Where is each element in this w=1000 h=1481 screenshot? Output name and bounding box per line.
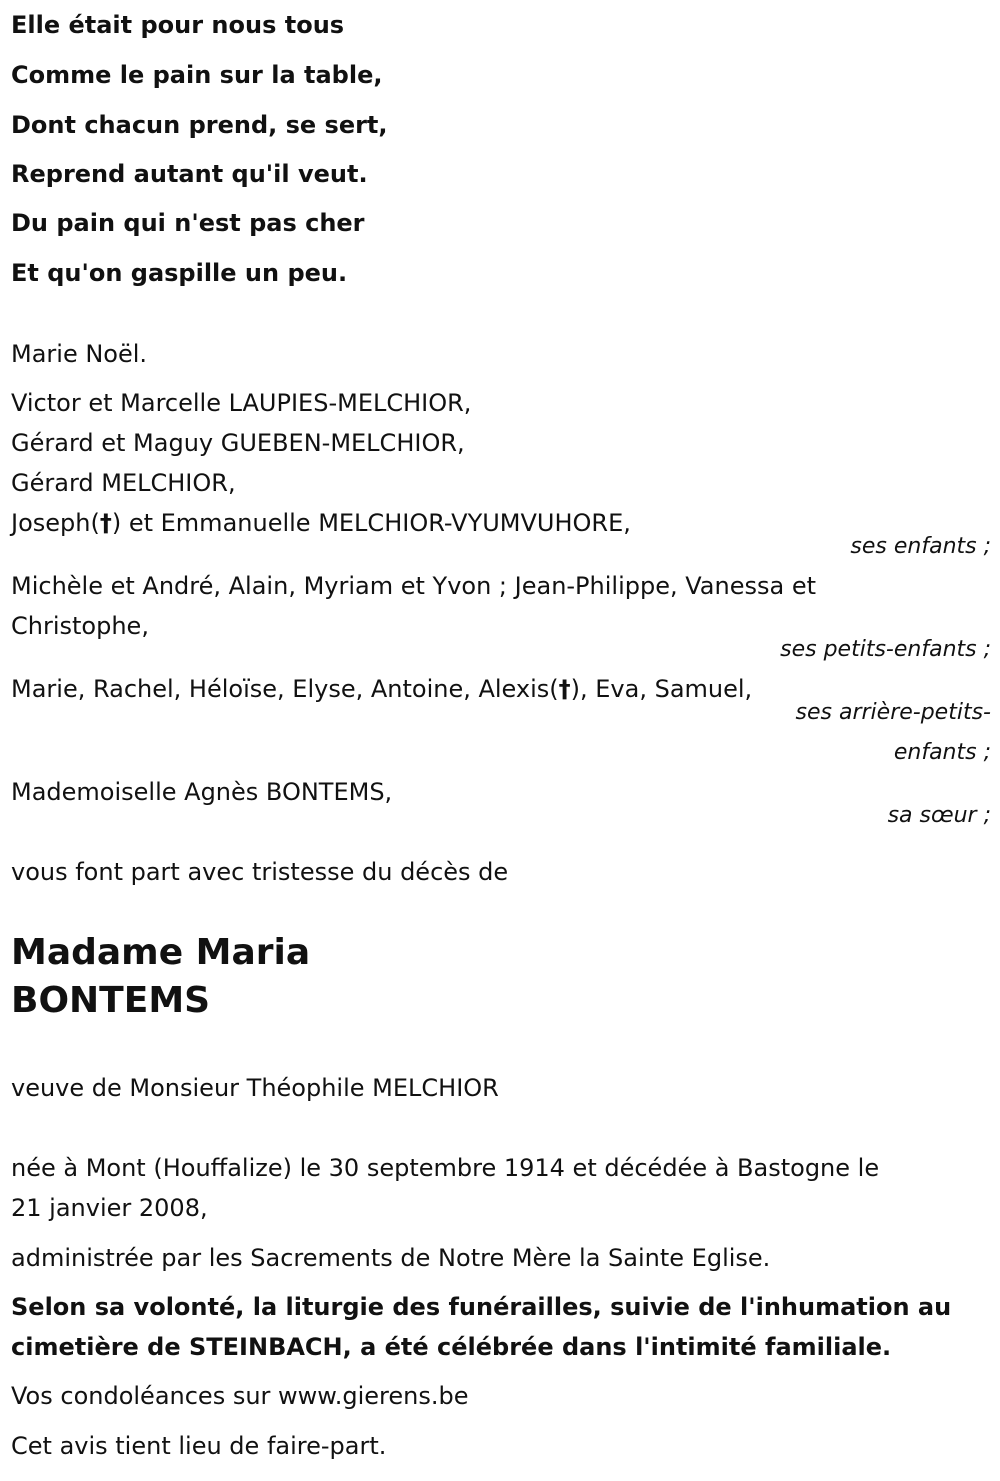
funeral-line-1: Selon sa volonté, la liturgie des funérailles, suivie de l'inhumation au xyxy=(11,1293,952,1321)
birth-death-line-1: née à Mont (Houffalize) le 30 septembre 1914 et décédée à Bastogne le xyxy=(11,1154,880,1182)
poem-line-1: Elle était pour nous tous xyxy=(11,11,345,39)
child-line-4-after: ) et Emmanuelle MELCHIOR-VYUMVUHORE, xyxy=(111,509,631,537)
sister-line: Mademoiselle Agnès BONTEMS, xyxy=(11,778,393,806)
grandchildren-line-2: Christophe, xyxy=(11,612,149,640)
grandchildren-line-1: Michèle et André, Alain, Myriam et Yvon ; Jean-Philippe, Vanessa et xyxy=(11,572,816,600)
role-great-grandchildren-2: enfants ; xyxy=(893,740,991,765)
poem-line-6: Et qu'on gaspille un peu. xyxy=(11,259,348,287)
role-great-grandchildren-1: ses arrière-petits- xyxy=(795,700,991,725)
child-line-4 xyxy=(11,508,631,538)
condolences-line: Vos condoléances sur www.gierens.be xyxy=(11,1382,469,1410)
poem-line-4: Reprend autant qu'il veut. xyxy=(11,160,368,188)
child-line-4-before: Joseph( xyxy=(11,509,100,537)
great-grandchildren-line xyxy=(11,674,752,704)
great-grandchildren-before: Marie, Rachel, Héloïse, Elyse, Antoine, Alexis( xyxy=(11,675,559,703)
cross-icon: † xyxy=(558,675,571,703)
poem-line-2: Comme le pain sur la table, xyxy=(11,61,383,89)
widow-of: veuve de Monsieur Théophile MELCHIOR xyxy=(11,1074,499,1102)
birth-death-line-2: 21 janvier 2008, xyxy=(11,1194,208,1222)
sacraments-line: administrée par les Sacrements de Notre Mère la Sainte Eglise. xyxy=(11,1244,771,1272)
poem-author: Marie Noël. xyxy=(11,340,148,368)
announcement: vous font part avec tristesse du décès de xyxy=(11,858,509,886)
role-sister: sa sœur ; xyxy=(887,803,991,828)
deceased-name-line-2: BONTEMS xyxy=(11,980,211,1021)
child-line-2: Gérard et Maguy GUEBEN-MELCHIOR, xyxy=(11,429,465,457)
great-grandchildren-after: ), Eva, Samuel, xyxy=(570,675,753,703)
child-line-3: Gérard MELCHIOR, xyxy=(11,469,236,497)
poem-line-3: Dont chacun prend, se sert, xyxy=(11,111,388,139)
funeral-line-2: cimetière de STEINBACH, a été célébrée dans l'intimité familiale. xyxy=(11,1333,892,1361)
notice-line: Cet avis tient lieu de faire-part. xyxy=(11,1432,387,1460)
child-line-1: Victor et Marcelle LAUPIES-MELCHIOR, xyxy=(11,389,472,417)
poem-line-5: Du pain qui n'est pas cher xyxy=(11,209,365,237)
role-grandchildren: ses petits-enfants ; xyxy=(780,637,991,662)
deceased-name-line-1: Madame Maria xyxy=(11,932,311,973)
role-children: ses enfants ; xyxy=(850,534,991,559)
cross-icon: † xyxy=(99,509,112,537)
